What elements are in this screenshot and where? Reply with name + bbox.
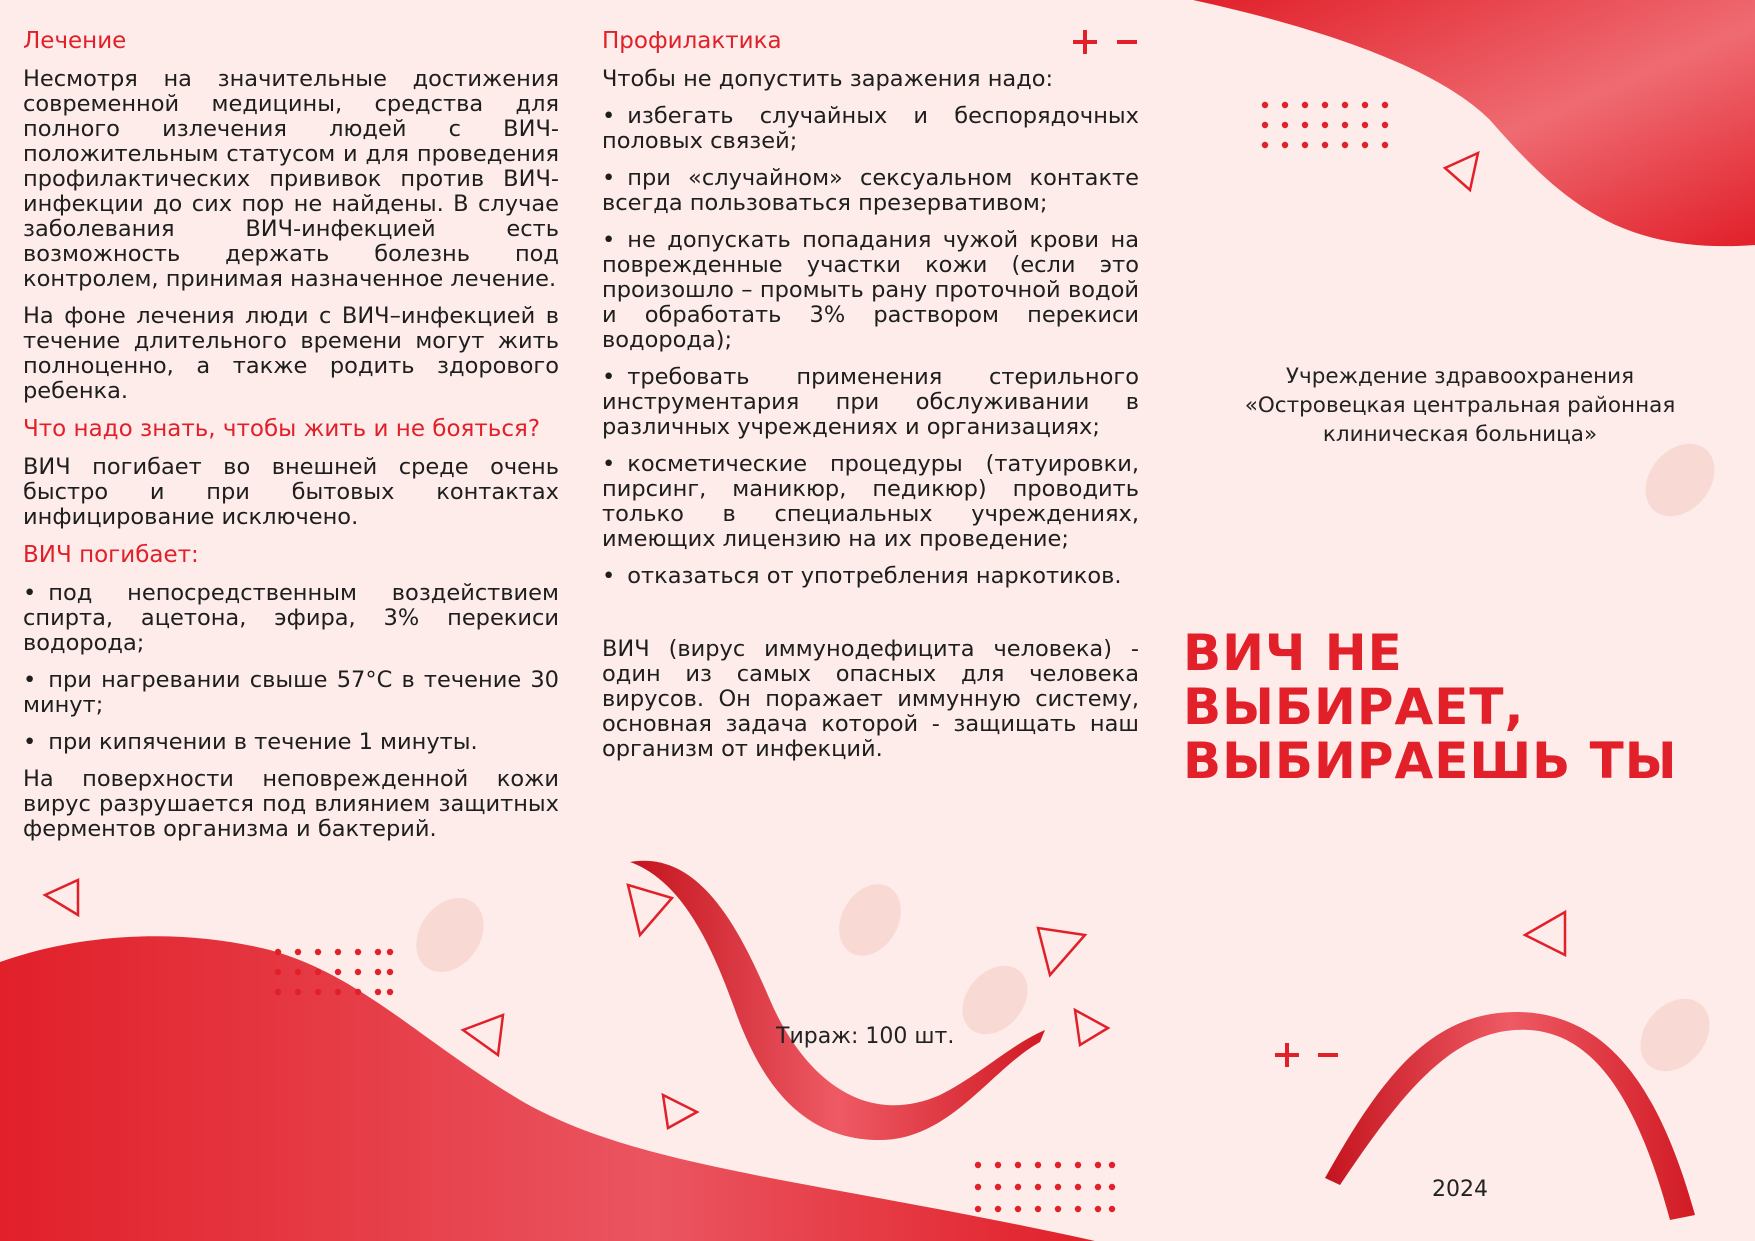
prevention-item: • косметические процедуры (татуировки, пирсинг, маникюр, педикюр) проводить только в специальных учреждениях, имеющих лицензию на их проведение; [602,452,1139,552]
publication-year: 2024 [1432,1177,1488,1202]
slogan-line: ВЫБИРАЕШЬ ТЫ [1183,732,1678,790]
top-right-wave [1193,0,1755,246]
organization-line: клиническая больница» [1322,422,1598,447]
hiv-dies-item: • под непосредственным воздействием спирта, ацетона, эфира, 3% перекиси водорода; [23,581,559,656]
treatment-paragraph: Несмотря на значительные достижения современной медицины, средства для полного излечения людей с ВИЧ-положительным статусом и для проведения профилактических прививок против ВИЧ-инфекции до сих пор не найдены. В случае заболевания ВИЧ-инфекцией есть возможность держать болезнь под контролем, принимая назначенное лечение. [23,66,559,292]
slogan-line: ВИЧ НЕ ВЫБИРАЕТ, [1183,624,1525,736]
prevention-column [602,28,1139,774]
prevention-intro: Чтобы не допустить заражения надо: [602,66,1054,92]
print-run: Тираж: 100 шт. [776,1024,955,1049]
bottom-wave [0,936,1095,1241]
prevention-item: • требовать применения стерильного инструментария при обслуживании в различных учреждениях и организациях; [602,365,1139,440]
treatment-column [23,28,559,854]
know-heading: Что надо знать, чтобы жить и не бояться? [23,416,541,442]
prevention-item: • избегать случайных и беспорядочных половых связей; [602,104,1139,154]
prevention-item: • не допускать попадания чужой крови на поврежденные участки кожи (если это произошло – промыть рану проточной водой и обработать 3% раствором перекиси водорода); [602,228,1139,353]
treatment-life-paragraph: На фоне лечения люди с ВИЧ–инфекцией в течение длительного времени могут жить полноценно, а также родить здорового ребенка. [23,303,559,404]
hiv-dies-item: • при нагревании свыше 57°С в течение 30 минут; [23,668,559,718]
hiv-dies-item: • при кипячении в течение 1 минуты. [23,730,559,755]
household-safety-paragraph: ВИЧ погибает во внешней среде очень быстро и при бытовых контактах инфицирование исключено. [23,454,559,530]
prevention-item: • при «случайном» сексуальном контакте всегда пользоваться презервативом; [602,166,1139,216]
awareness-ribbon-right [1325,1012,1695,1220]
cover-slogan [1183,626,1743,788]
prevention-heading: Профилактика [602,28,782,54]
hiv-dies-heading: ВИЧ погибает: [23,542,199,568]
skin-paragraph: На поверхности неповрежденной кожи вирус разрушается под влиянием защитных ферментов организма и бактерий. [23,766,559,842]
organization-line: «Островецкая центральная районная [1244,393,1676,418]
treatment-heading: Лечение [23,28,127,54]
organization-name [1200,362,1720,449]
hiv-definition: ВИЧ (вирус иммунодефицита человека) - один из самых опасных для человека вирусов. Он поражает иммунную систему, основная задача которой - защищать наш организм от инфекций. [602,636,1139,762]
prevention-item: • отказаться от употребления наркотиков. [602,564,1139,589]
organization-line: Учреждение здравоохранения [1285,364,1635,389]
